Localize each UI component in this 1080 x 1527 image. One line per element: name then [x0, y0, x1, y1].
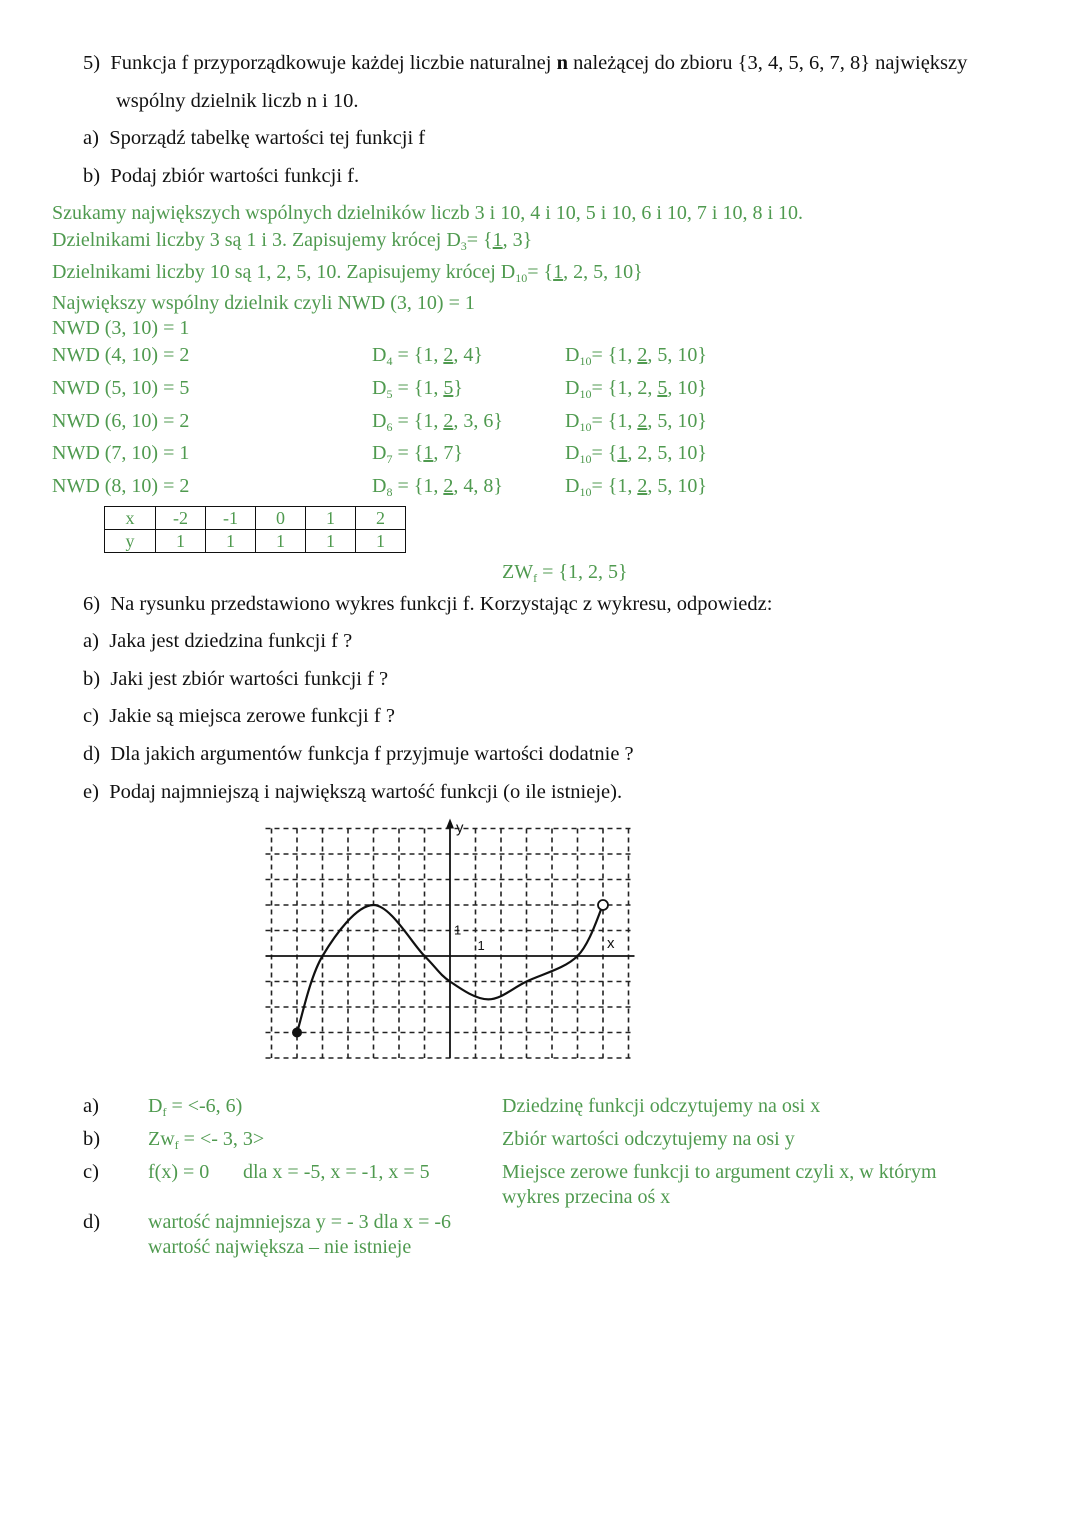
- text: = {1, 2,: [591, 377, 658, 399]
- text: , 5, 10}: [647, 410, 707, 432]
- subscript: 3: [460, 239, 467, 253]
- item-label: b): [83, 668, 101, 690]
- underlined-value: 1: [423, 442, 434, 464]
- divisor-set: $D_6 = \{1$, 2, 3, 6}: [372, 410, 503, 434]
- subscript: 10: [515, 271, 528, 285]
- nwd-row: NWD (7, 10) = 1: [52, 442, 190, 464]
- sol6-label: d): [83, 1211, 101, 1233]
- sol6-answer: [148, 1095, 242, 1118]
- text: Dzielnikami liczby 10 są 1, 2, 5, 10. Zapisujemy krócej D: [52, 261, 516, 283]
- text: = {: [392, 442, 424, 464]
- table-cell: 1: [156, 530, 206, 553]
- table-cell: 2: [356, 507, 406, 530]
- divisor-set-10: $D_{10}= \{1$, 2, 5, 10}: [565, 475, 707, 499]
- item-text: Dla jakich argumentów funkcja f przyjmuje wartości dodatnie ?: [110, 743, 634, 765]
- table-cell: 1: [306, 507, 356, 530]
- divisor-set: $D_4 = \{1$, 2, 4}: [372, 344, 483, 368]
- table-cell: 1: [206, 530, 256, 553]
- underlined-value: 2: [637, 410, 648, 432]
- text: = <- 3, 3>: [178, 1128, 265, 1150]
- sol6-note: Miejsce zerowe funkcji to argument czyli x, w którym: [502, 1161, 937, 1183]
- underlined-value: 2: [443, 410, 454, 432]
- text: , 3}: [502, 229, 533, 251]
- subscript: 10: [579, 452, 592, 466]
- text: = {1,: [591, 475, 638, 497]
- sol6-label: c): [83, 1161, 99, 1183]
- text: , 2, 5, 10}: [563, 261, 643, 283]
- subscript: 5: [386, 387, 393, 401]
- sol6-answer: wartość najmniejsza y = - 3 dla x = -6: [148, 1211, 452, 1233]
- divisor-set: $D_7 = \{1$, 7}: [372, 442, 463, 466]
- table-cell: 0: [256, 507, 306, 530]
- text: , 4, 8}: [453, 475, 503, 497]
- nwd-row: NWD (6, 10) = 2: [52, 410, 190, 432]
- text: Dzielnikami liczby 3 są 1 i 3. Zapisujemy krócej D: [52, 229, 461, 251]
- sol6-answer-zeros: dla x = -5, x = -1, x = 5: [243, 1161, 430, 1183]
- nwd-row: NWD (8, 10) = 2: [52, 475, 190, 497]
- text: , 5, 10}: [647, 344, 707, 366]
- divisor-set: $D_5 = \{1$, 5}: [372, 377, 463, 401]
- y-axis-label: y: [456, 819, 464, 837]
- subscript: f: [533, 571, 538, 585]
- subscript: 6: [386, 420, 393, 434]
- sol5-line4: Największy wspólny dzielnik czyli NWD (3, 10) = 1: [52, 292, 475, 314]
- task6-item: [83, 743, 634, 766]
- table-cell: 1: [356, 530, 406, 553]
- subscript: 10: [579, 354, 592, 368]
- underlined-value: 2: [637, 475, 648, 497]
- value-set-answer: [502, 561, 628, 584]
- task6-item: [83, 630, 352, 653]
- item-text: Jaka jest dziedzina funkcji f ?: [109, 630, 353, 652]
- sol5-line2: [52, 229, 532, 252]
- sol6-label: a): [83, 1095, 99, 1117]
- underlined-value: 1: [617, 442, 628, 464]
- sol6-answer: f(x) = 0: [148, 1161, 210, 1183]
- sol6-note: Zbiór wartości odczytujemy na osi y: [502, 1128, 795, 1150]
- open-endpoint: [598, 900, 608, 910]
- item-label: d): [83, 743, 101, 765]
- sol5-line3: [52, 261, 643, 284]
- sol5-line1: Szukamy największych wspólnych dzielników liczb 3 i 10, 4 i 10, 5 i 10, 6 i 10, 7 i 10, 8 i 10.: [52, 202, 804, 224]
- nwd-row: NWD (5, 10) = 5: [52, 377, 190, 399]
- task5-text-post: należącej do zbioru {3, 4, 5, 6, 7, 8} największy: [573, 52, 968, 74]
- function-graph: [238, 818, 638, 1068]
- table-cell: 1: [256, 530, 306, 553]
- text: = {1,: [392, 344, 444, 366]
- task5-item-a: [83, 127, 425, 150]
- task6-intro: [83, 593, 772, 616]
- task6-item: [83, 781, 622, 804]
- item-text: Sporządź tabelkę wartości tej funkcji f: [109, 127, 426, 149]
- table-cell: y: [105, 530, 156, 553]
- subscript: 10: [579, 485, 592, 499]
- sol6-note: wykres przecina oś x: [502, 1186, 671, 1208]
- item-text: Podaj zbiór wartości funkcji f.: [110, 165, 360, 187]
- text: ZW: [502, 561, 534, 583]
- nwd-row: NWD (3, 10) = 1: [52, 317, 190, 339]
- table-cell: 1: [306, 530, 356, 553]
- underlined-value: 2: [443, 344, 454, 366]
- divisor-set-10: $D_{10}= \{1$, 2, 5, 10}: [565, 442, 707, 466]
- table-cell: x: [105, 507, 156, 530]
- item-label: e): [83, 781, 99, 803]
- unit-x-label: 1: [477, 938, 485, 953]
- divisor-set-10: $D_{10}= \{1$, 2, 5, 10}: [565, 410, 707, 434]
- table-cell: -2: [156, 507, 206, 530]
- text: = {1,: [591, 344, 638, 366]
- item-label: a): [83, 630, 99, 652]
- underlined-value: 5: [657, 377, 668, 399]
- underlined-value: 1: [492, 229, 503, 251]
- task5-item-b: [83, 165, 359, 188]
- task6-number: 6): [83, 593, 101, 615]
- unit-y-label: 1: [454, 922, 462, 938]
- text: , 5, 10}: [647, 475, 707, 497]
- item-text: Jakie są miejsca zerowe funkcji f ?: [109, 705, 395, 727]
- text: , 3, 6}: [453, 410, 503, 432]
- value-table: [104, 506, 406, 553]
- task5-line2: wspólny dzielnik liczb n i 10.: [116, 90, 359, 112]
- text: }: [453, 377, 463, 399]
- text: , 2, 5, 10}: [627, 442, 707, 464]
- subscript: 10: [579, 420, 592, 434]
- task5-line1: [83, 52, 967, 75]
- text: = {: [466, 229, 493, 251]
- sol6-answer: wartość największa – nie istnieje: [148, 1236, 412, 1258]
- sol6-answer: [148, 1128, 264, 1151]
- subscript: 7: [386, 452, 393, 466]
- subscript: 4: [386, 354, 393, 368]
- underlined-value: 5: [443, 377, 454, 399]
- item-text: Podaj najmniejszą i największą wartość funkcji (o ile istnieje).: [109, 781, 623, 803]
- underlined-value: 2: [443, 475, 454, 497]
- item-text: Jaki jest zbiór wartości funkcji f ?: [110, 668, 389, 690]
- task5-number: 5): [83, 52, 101, 74]
- task5-text-pre: Funkcja f przyporządkowuje każdej liczbie naturalnej: [110, 52, 552, 74]
- closed-endpoint: [292, 1028, 302, 1038]
- table-cell: -1: [206, 507, 256, 530]
- text: , 10}: [667, 377, 707, 399]
- text: = {1,: [591, 410, 638, 432]
- nwd-row: NWD (4, 10) = 2: [52, 344, 190, 366]
- subscript: 8: [386, 485, 393, 499]
- table-row-x: [105, 507, 406, 530]
- divisor-set: $D_8 = \{1$, 2, 4, 8}: [372, 475, 503, 499]
- task6-text: Na rysunku przedstawiono wykres funkcji f. Korzystając z wykresu, odpowiedz:: [110, 593, 773, 615]
- text: D: [148, 1095, 163, 1117]
- sol6-label: b): [83, 1128, 101, 1150]
- underlined-value: 1: [553, 261, 564, 283]
- text: = {1,: [392, 377, 444, 399]
- subscript: 10: [579, 387, 592, 401]
- text: = {: [591, 442, 618, 464]
- divisor-set-10: $D_{10}= \{1$, 2, 5, 10}: [565, 344, 707, 368]
- text: = {1,: [392, 410, 444, 432]
- item-label: c): [83, 705, 99, 727]
- text: , 4}: [453, 344, 483, 366]
- text: = {: [527, 261, 554, 283]
- sol6-note: Dziedzinę funkcji odczytujemy na osi x: [502, 1095, 821, 1117]
- text: = {1,: [392, 475, 444, 497]
- text: Zw: [148, 1128, 175, 1150]
- task5-bold-n: n: [556, 52, 568, 74]
- text: = <-6, 6): [166, 1095, 243, 1117]
- subscript: f: [174, 1138, 179, 1152]
- underlined-value: 2: [637, 344, 648, 366]
- task6-item: [83, 705, 395, 728]
- y-axis-arrow: [446, 819, 454, 829]
- item-label: a): [83, 127, 99, 149]
- text: , 7}: [433, 442, 463, 464]
- divisor-set-10: $D_{10}= \{1$, 2, 5, 10}: [565, 377, 707, 401]
- item-label: b): [83, 165, 101, 187]
- text: = {1, 2, 5}: [537, 561, 628, 583]
- task6-item: [83, 668, 388, 691]
- subscript: f: [162, 1105, 167, 1119]
- x-axis-label: x: [607, 935, 615, 952]
- table-row-y: [105, 530, 406, 553]
